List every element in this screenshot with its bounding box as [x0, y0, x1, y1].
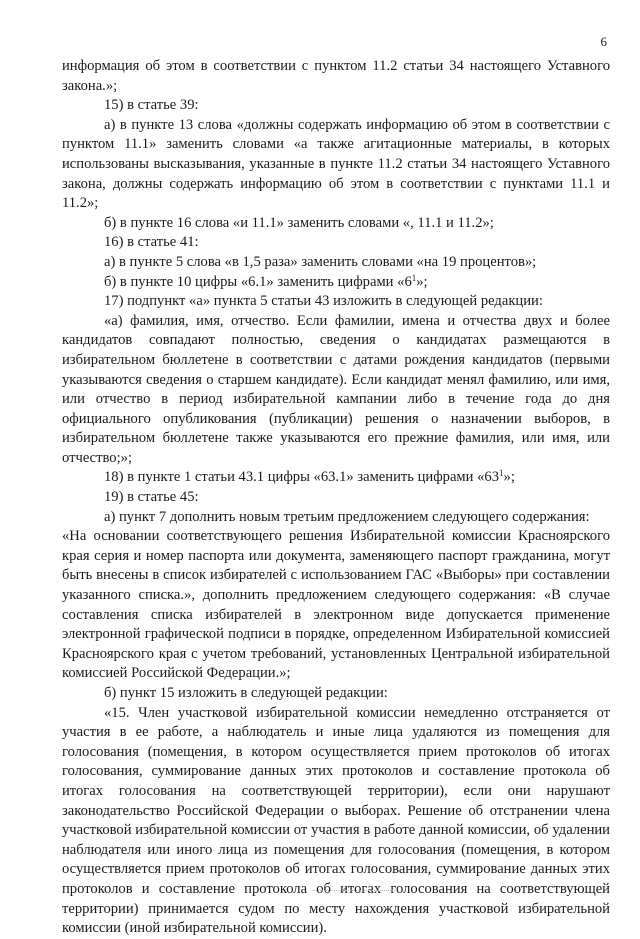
- superscript: 1: [499, 468, 504, 479]
- paragraph-p14: «15. Член участковой избирательной комиссии немедленно отстраняется от участия в ее работе, а наблюдатель и иные лица удаляются из помещения для голосования (помещения, в котором осуществляется прием протоколов об итогах голосования, суммирование данных этих протоколов и составление протокола об итогах голосования на соответствующей территории), если они нарушают законодательство Российской Федерации о выборах. Решение об отстранении члена участковой избирательной комиссии от участия в работе данной комиссии, об удалении наблюдателя или иного лица из помещения для голосования (помещения, в котором осуществляется прием протоколов об итогах голосования, суммирование данных этих протоколов и составление протокола об итогах голосования на соответствующей территории) принимается судом по месту нахождения участковой избирательной комиссии (иной избирательной комиссии).: [62, 704, 610, 937]
- paragraph-p7: 17) подпункт «а» пункта 5 статьи 43 изложить в следующей редакции:: [104, 293, 543, 310]
- paragraph-p5: а) в пункте 5 слова «в 1,5 раза» заменить словами «на 19 процентов»;: [104, 253, 537, 270]
- paragraph-p0: информация об этом в соответствии с пунктом 11.2 статьи 34 настоящего Уставного закона.»;: [62, 58, 610, 94]
- paragraph-p9: 18) в пункте 1 статьи 43.1 цифры «63.1» заменить цифрами «$63^1$»;: [104, 468, 515, 486]
- page-number: 6: [600, 34, 607, 49]
- paragraph-p13: б) пункт 15 изложить в следующей редакции:: [104, 685, 388, 701]
- paragraph-p11: а) пункт 7 дополнить новым третьим предложением следующего содержания:: [104, 508, 590, 525]
- superscript: 1: [411, 272, 417, 283]
- footer-dotted-line: [313, 890, 399, 891]
- paragraph-p6: б) в пункте 10 цифры «6.1» заменить цифрами «$6^1$»;: [104, 272, 428, 290]
- paragraph-p2: а) в пункте 13 слова «должны содержать информацию об этом в соответствии с пунктом 11.1» заменить словами «а также агитационные материалы, в которых использованы высказывания, указанные в пункте 11.2 статьи 34 настоящего Уставного закона, должны содержать информацию об этом в соответствии с пунктами 11.1 и 11.2»;: [62, 116, 610, 212]
- paragraph-p8: «а) фамилия, имя, отчество. Если фамилии, имена и отчества двух и более кандидатов совпадают полностью, сведения о кандидатах размещаются в избирательном бюллетене в соответствии с датами рождения кандидатов (первыми указываются сведения о старшем кандидате). Если кандидат менял фамилию, или имя, или отчество в период избирательной кампании либо в течение года до дня официального опубликования (публикации) решения о назначении выборов, в избирательном бюллетене также указываются его прежние фамилия, или имя, или отчество;»;: [62, 312, 610, 466]
- paragraph-p1: 15) в статье 39:: [104, 97, 199, 114]
- paragraph-p4: 16) в статье 41:: [104, 234, 199, 251]
- paragraph-p10: 19) в статье 45:: [104, 489, 199, 506]
- paragraph-p3: б) в пункте 16 слова «и 11.1» заменить словами «, 11.1 и 11.2»;: [104, 214, 494, 231]
- paragraph-p12: «На основании соответствующего решения Избирательной комиссии Красноярского края серия и номер паспорта или документа, заменяющего паспорт гражданина, могут быть внесены в список избирателей с использованием ГАС «Выборы» при составлении указанного списка.», дополнить предложением следующего содержания: «В случае составления списка избирателей в электронном виде допускается применение электронной графической подписи в порядке, определенном Избирательной комиссией Красноярского края с учетом требований, установленных Центральной избирательной комиссией Российской Федерации.»;: [62, 528, 610, 682]
- document-body: [62, 57, 610, 939]
